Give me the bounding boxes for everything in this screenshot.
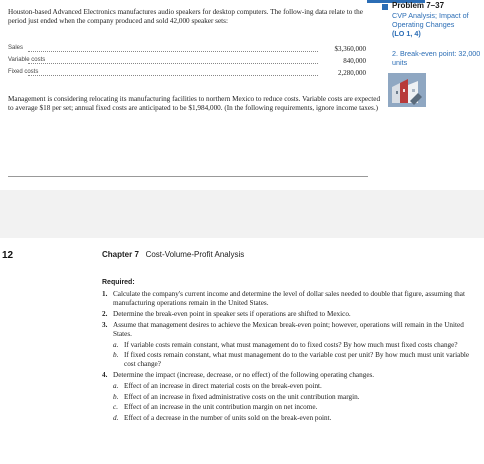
sub-requirement-item [102, 414, 477, 423]
top-page-section [0, 0, 484, 190]
financial-row-fixed-costs [8, 68, 366, 80]
sub-requirement-item [102, 403, 477, 412]
financial-row-variable-costs [8, 56, 366, 68]
sub-requirement-text: Effect of a decrease in the number of units sold on the break-even point. [124, 413, 332, 422]
problem-marker-icon [382, 4, 388, 10]
sub-requirement-text: If variable costs remain constant, what must management do to fixed costs? By how much must fixed costs change? [124, 340, 458, 349]
learning-objectives: (LO 1, 4) [392, 29, 421, 38]
chapter-title: Cost-Volume-Profit Analysis [145, 250, 245, 259]
sub-requirement-item [102, 341, 477, 350]
requirement-number: 1. [102, 290, 108, 298]
management-paragraph: Management is considering relocating its manufacturing facilities to northern Mexico to reduce costs. Variable costs are expected to average $18 per set; annual fixed costs are anticipated to be $1,984,000. (In the following requirements, ignore income taxes.) [8, 95, 381, 112]
requirement-item [102, 321, 477, 339]
requirement-item [102, 371, 477, 380]
sub-requirement-letter: c. [113, 403, 118, 412]
page-bottom-rule [8, 176, 368, 177]
problem-title: Problem 7–37 [392, 1, 445, 10]
chapter-label: Chapter 7 [102, 250, 139, 259]
sub-requirement-letter: b. [113, 351, 119, 360]
sub-requirement-letter: d. [113, 413, 119, 422]
requirement-number: 4. [102, 371, 108, 380]
sub-requirement-letter: a. [113, 381, 119, 390]
dot-leader [28, 75, 318, 76]
financial-row-sales [8, 44, 366, 56]
financial-label: Fixed costs [8, 69, 39, 75]
sub-requirement-item [102, 393, 477, 402]
requirement-text: Determine the break-even point in speaker sets if operations are shifted to Mexico. [113, 309, 351, 318]
requirement-text: Assume that management desires to achieve the Mexican break-even point; however, operations will remain in the United States. [113, 320, 464, 338]
requirement-text: Calculate the company's current income and determine the level of dollar sales needed to double that figure, assuming that manufacturing operations remain in the United States. [113, 290, 465, 308]
sub-requirement-text: Effect of an increase in fixed administrative costs on the unit contribution margin. [124, 392, 360, 401]
required-heading: Required: [102, 279, 135, 286]
page-number: 12 [2, 250, 14, 261]
financial-value: 840,000 [343, 57, 366, 65]
sub-requirement-text: Effect of an increase in the unit contribution margin on net income. [124, 403, 318, 412]
chapter-header [102, 250, 244, 259]
requirement-number: 3. [102, 320, 108, 329]
factory-photo-icon [388, 73, 426, 107]
dot-leader [28, 63, 318, 64]
intro-paragraph: Houston-based Advanced Electronics manufactures audio speakers for desktop computers. The follow-ing data relate to the period just ended when the company produced and sold 42,000 speaker sets: [8, 8, 363, 25]
answer-hint: 2. Break-even point: 32,000 units [392, 49, 481, 67]
financial-value: $3,360,000 [334, 45, 366, 53]
requirement-item [102, 290, 477, 308]
problem-subtitle: CVP Analysis; Impact of Operating Changes [392, 11, 469, 29]
financial-label: Sales [8, 45, 24, 51]
requirement-number: 2. [102, 309, 108, 318]
dot-leader [28, 51, 318, 52]
page-gap [0, 190, 484, 238]
financial-label: Variable costs [8, 57, 46, 63]
requirement-item [102, 310, 477, 319]
financial-table [8, 44, 366, 80]
sub-requirement-item [102, 351, 477, 369]
financial-value: 2,280,000 [338, 69, 366, 77]
requirement-text: Determine the impact (increase, decrease, or no effect) of the following operating changes. [113, 371, 375, 380]
sub-requirement-item [102, 382, 477, 391]
sub-requirement-text: Effect of an increase in direct material costs on the break-even point. [124, 381, 322, 390]
requirements-list [102, 290, 477, 425]
sub-requirement-letter: b. [113, 392, 119, 401]
sub-requirement-letter: a. [113, 340, 119, 349]
sub-requirement-text: If fixed costs remain constant, what must management do to the variable cost per unit? By how much must unit variable cost change? [124, 351, 470, 369]
